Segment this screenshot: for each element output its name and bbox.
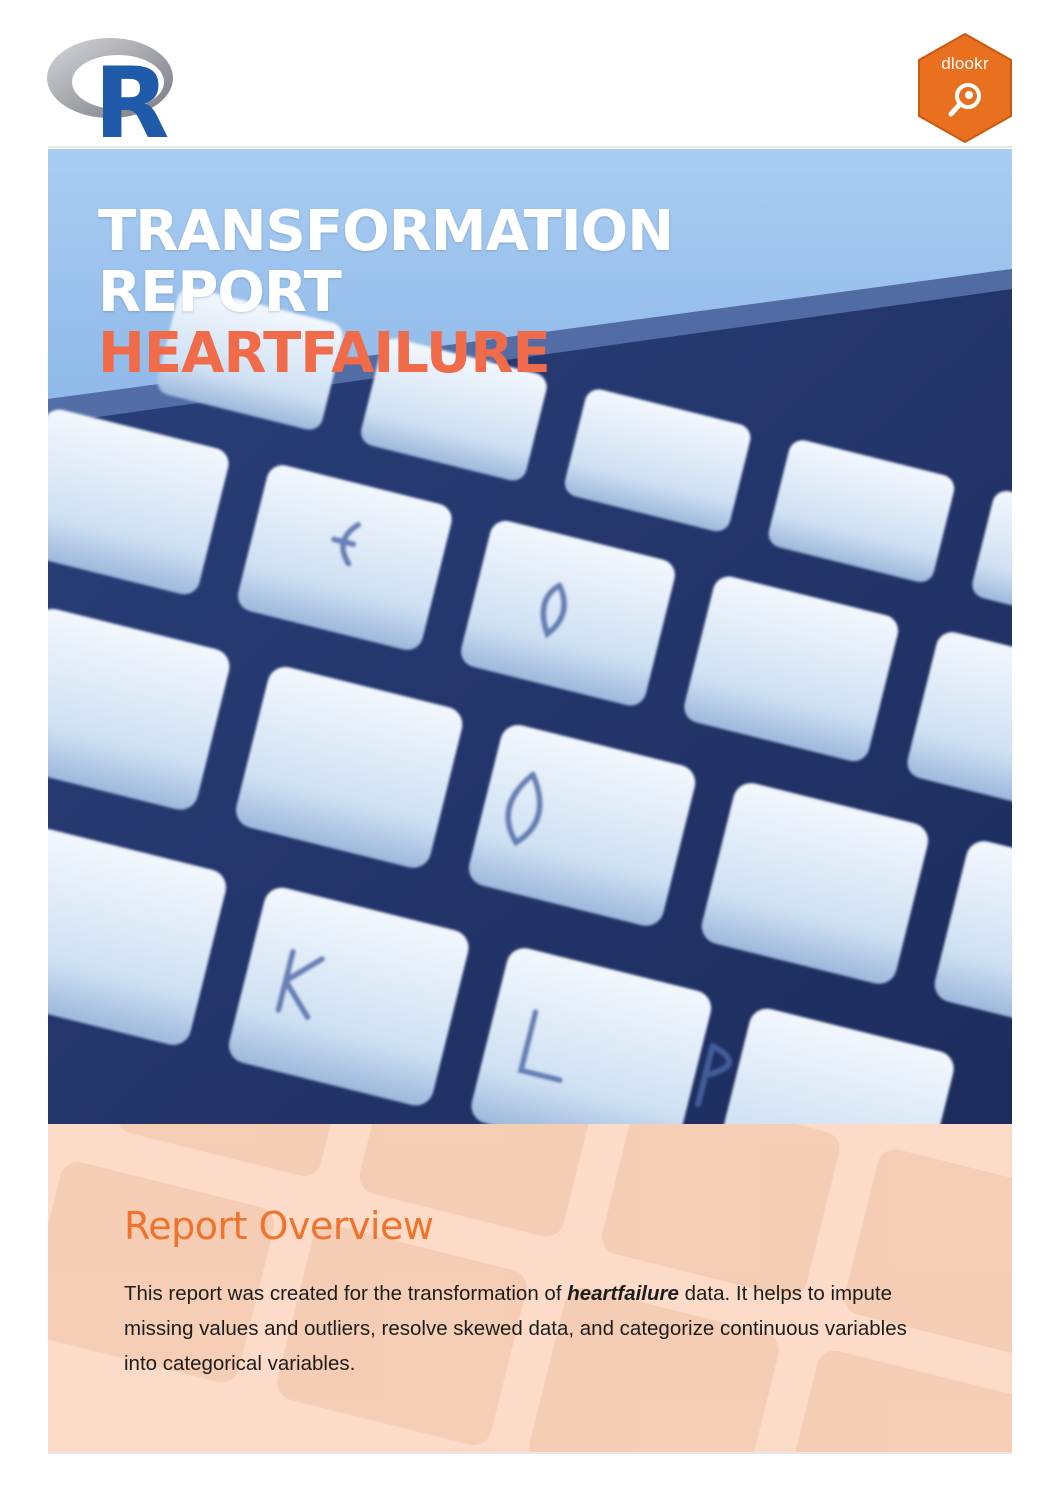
title-line-dataset: HEARTFAILURE — [98, 321, 550, 386]
cover-hero — [48, 149, 1012, 1124]
report-title — [98, 201, 673, 384]
title-line-report: REPORT — [98, 260, 341, 325]
svg-text:R: R — [94, 47, 170, 140]
report-overview-panel — [48, 1124, 1012, 1452]
overview-text-before: This report was created for the transformation of — [124, 1282, 568, 1305]
dataset-name: heartfailure — [567, 1282, 679, 1305]
dlookr-logo — [916, 32, 1014, 144]
bottom-divider — [48, 1452, 1012, 1454]
r-logo — [46, 36, 178, 140]
title-line-transformation: TRANSFORMATION — [98, 199, 674, 264]
overview-text-after: data. It helps to impute missing values and outliers, resolve skewed data, and categorize continuous variables into categorical variables. — [124, 1282, 907, 1375]
overview-heading: Report Overview — [124, 1204, 434, 1248]
header-divider — [48, 146, 1012, 148]
dlookr-label: dlookr — [941, 54, 989, 73]
overview-paragraph — [124, 1276, 944, 1381]
page-header — [0, 0, 1060, 148]
